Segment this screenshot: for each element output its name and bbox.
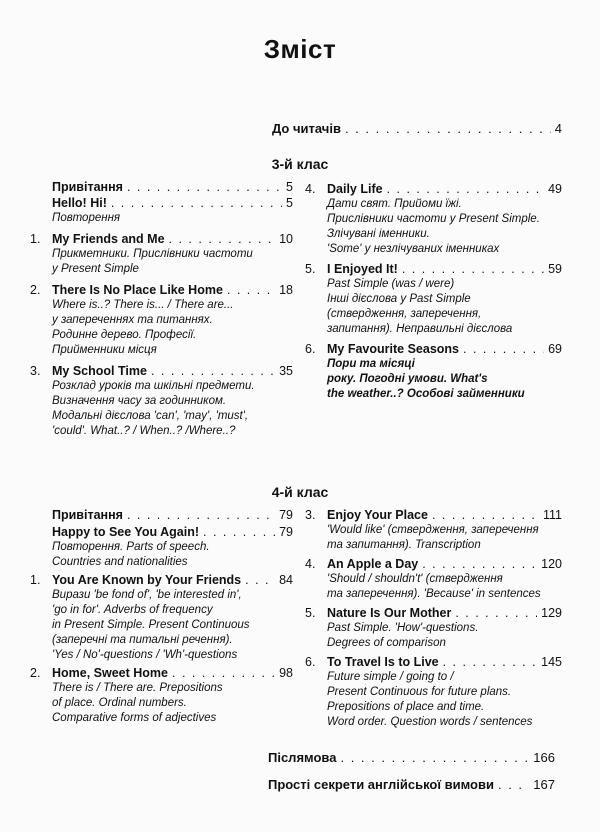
- toc-entry[interactable]: [30, 507, 293, 523]
- dot-leader: [203, 524, 275, 540]
- entry-description: Past Simple. 'How'-questions. Degrees of comparison: [327, 622, 479, 649]
- dot-leader: [463, 341, 544, 357]
- entry-number: 6.: [305, 655, 316, 669]
- entry-number: 4.: [305, 182, 316, 196]
- grade3-heading: 3-й клас: [271, 156, 329, 172]
- toc-entry[interactable]: [30, 195, 293, 226]
- entry-page: 10: [279, 232, 293, 246]
- entry-description: Future simple / going to / Present Continuous for future plans. Prepositions of place and time. Word order. Question words / sentences: [327, 671, 533, 728]
- entry-page: 129: [541, 606, 562, 620]
- entry-page: 18: [279, 283, 293, 297]
- grade4-left-column: [30, 507, 293, 726]
- grade3-right-column: [305, 181, 562, 402]
- dot-leader: [432, 507, 539, 523]
- toc-entry[interactable]: [305, 507, 562, 553]
- entry-title: Daily Life: [327, 182, 383, 196]
- entry-title: Enjoy Your Place: [327, 508, 428, 522]
- entry-number: 2.: [30, 283, 41, 297]
- dot-leader: [387, 181, 545, 197]
- entry-page: 5: [286, 180, 293, 194]
- entry-page: 111: [542, 508, 562, 522]
- entry-number: 4.: [305, 557, 316, 571]
- entry-number: 5.: [305, 606, 316, 620]
- dot-leader: [443, 654, 538, 670]
- dot-leader: [402, 261, 544, 277]
- entry-title: Home, Sweet Home: [52, 666, 169, 680]
- afterword-page: 166: [533, 750, 555, 765]
- grade4-heading: 4-й клас: [271, 484, 329, 500]
- afterword-title: Післямова: [268, 750, 337, 765]
- entry-page: 145: [541, 655, 562, 669]
- entry-page: 120: [541, 557, 562, 571]
- toc-entry[interactable]: [30, 572, 293, 663]
- entry-description: Прикметники. Прислівники частоти у Present Simple: [52, 248, 253, 275]
- toc-entry[interactable]: [305, 341, 562, 402]
- entry-description: Past Simple (was / were) Інші дієслова у Past Simple (ствердження, заперечення, запитання). Неправильні дієслова: [327, 278, 513, 335]
- dot-leader: [227, 282, 275, 298]
- entry-description: Where is..? There is... / There are... у запереченнях та питаннях. Родинне дерево. Професії. Прийменники місця: [52, 299, 234, 356]
- dot-leader: [245, 572, 275, 588]
- toc-entry[interactable]: [30, 524, 293, 570]
- dot-leader: [172, 665, 275, 681]
- entry-description: 'Should / shouldn't' (ствердження та заперечення). 'Because' in sentences: [327, 573, 541, 600]
- toc-entry[interactable]: [30, 363, 293, 439]
- entry-number: 3.: [305, 508, 316, 522]
- entry-description: There is / There are. Prepositions of place. Ordinal numbers. Comparative forms of adjectives: [52, 682, 223, 724]
- grade4-right-column: [305, 507, 562, 730]
- intro-page: 4: [554, 121, 562, 136]
- entry-title: Hello! Hi!: [52, 196, 107, 210]
- entry-number: 6.: [305, 342, 316, 356]
- entry-title: Happy to See You Again!: [52, 525, 200, 539]
- toc-entry[interactable]: [305, 605, 562, 651]
- entry-page: 79: [279, 508, 293, 522]
- dot-leader: [345, 121, 551, 136]
- entry-page: 49: [548, 182, 562, 196]
- entry-description: Розклад уроків та шкільні предмети. Визначення часу за годинником. Модальні дієслова 'can', 'may', 'must', 'could'. What..? / When..? /Where..?: [52, 380, 255, 437]
- entry-page: 69: [548, 342, 562, 356]
- dot-leader: [422, 556, 537, 572]
- entry-number: 3.: [30, 364, 41, 378]
- toc-entry[interactable]: [305, 181, 562, 257]
- entry-number: 2.: [30, 666, 41, 680]
- toc-entry[interactable]: [305, 654, 562, 730]
- entry-title: My Favourite Seasons: [327, 342, 459, 356]
- secrets-title: Прості секрети англійської вимови: [268, 777, 494, 792]
- page-title: Зміст: [263, 34, 337, 64]
- entry-number: 1.: [30, 232, 41, 246]
- dot-leader: [127, 179, 282, 195]
- toc-entry[interactable]: [30, 282, 293, 358]
- entry-title: To Travel Is to Live: [327, 655, 439, 669]
- toc-pronunciation-secrets[interactable]: [268, 777, 555, 792]
- dot-leader: [169, 231, 276, 247]
- entry-description: 'Would like' (ствердження, заперечення та запитання). Transcription: [327, 524, 539, 551]
- entry-page: 84: [279, 573, 293, 587]
- entry-page: 98: [279, 666, 293, 680]
- toc-intro[interactable]: [272, 121, 562, 136]
- secrets-page: 167: [533, 777, 555, 792]
- entry-page: 35: [279, 364, 293, 378]
- entry-page: 59: [548, 262, 562, 276]
- toc-entry[interactable]: [305, 556, 562, 602]
- entry-title: An Apple a Day: [327, 557, 419, 571]
- toc-entry[interactable]: [30, 665, 293, 726]
- intro-title: До читачів: [272, 121, 341, 136]
- entry-title: Привітання: [52, 508, 123, 522]
- entry-title: Привітання: [52, 180, 123, 194]
- dot-leader: [127, 507, 275, 523]
- toc-entry[interactable]: [30, 179, 293, 195]
- dot-leader: [455, 605, 537, 621]
- entry-title: My Friends and Me: [52, 232, 165, 246]
- entry-title: My School Time: [52, 364, 147, 378]
- entry-number: 5.: [305, 262, 316, 276]
- entry-description: Вирази 'be fond of', 'be interested in', 'go in for'. Adverbs of frequency in Present Simple. Present Continuous (заперечні та питальні речення). 'Yes / No'-questions / 'Wh'-questions: [52, 589, 250, 661]
- entry-title: There Is No Place Like Home: [52, 283, 223, 297]
- grade3-left-column: [30, 179, 293, 439]
- entry-title: I Enjoyed It!: [327, 262, 398, 276]
- dot-leader: [340, 750, 529, 765]
- toc-entry[interactable]: [30, 231, 293, 277]
- entry-page: 5: [286, 196, 293, 210]
- entry-description: Пори та місяці року. Погодні умови. What's the weather..? Особові займенники: [327, 358, 525, 400]
- dot-leader: [498, 777, 529, 792]
- toc-entry[interactable]: [305, 261, 562, 337]
- entry-page: 79: [279, 525, 293, 539]
- entry-description: Повторення. Parts of speech. Countries and nationalities: [52, 541, 210, 568]
- entry-title: Nature Is Our Mother: [327, 606, 452, 620]
- dot-leader: [151, 363, 275, 379]
- dot-leader: [111, 195, 282, 211]
- entry-number: 1.: [30, 573, 41, 587]
- entry-description: Повторення: [52, 212, 121, 224]
- toc-afterword[interactable]: [268, 750, 555, 765]
- entry-description: Дати свят. Прийоми їжі. Прислівники частоти у Present Simple. Злічувані іменники. 'Some' у незлічуваних іменниках: [327, 198, 540, 255]
- entry-title: You Are Known by Your Friends: [52, 573, 242, 587]
